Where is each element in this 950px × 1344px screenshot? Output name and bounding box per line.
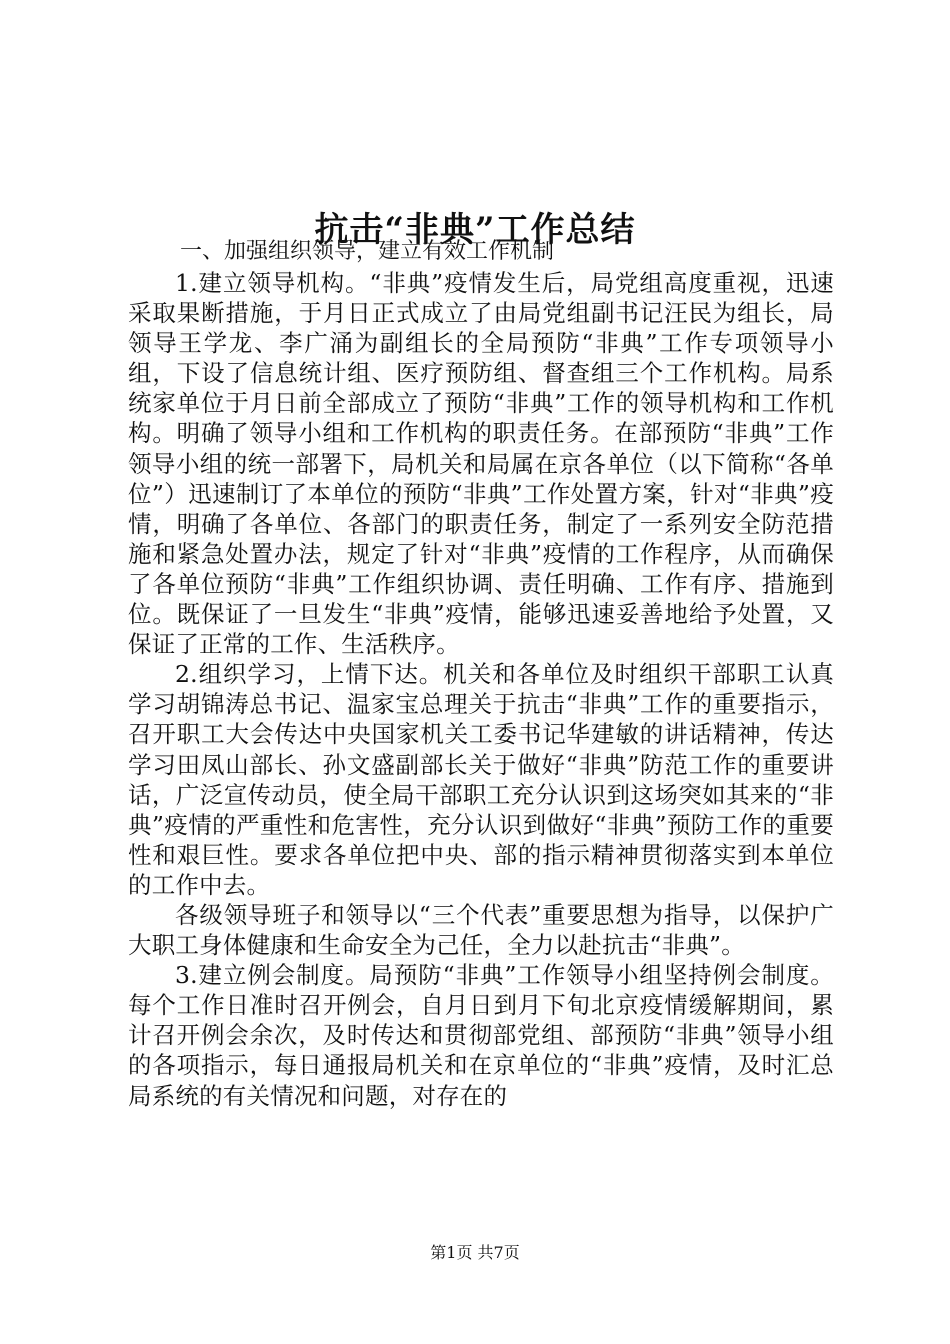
paragraph-3: 各级领导班子和领导以“三个代表”重要思想为指导，以保护广大职工身体健康和生命安全为己任，全力以赴抗击“非典”。 bbox=[128, 900, 834, 960]
page-title: 抗击“非典”工作总结 bbox=[314, 209, 636, 250]
paragraph-1: 1.建立领导机构。“非典”疫情发生后，局党组高度重视，迅速采取果断措施，于月日正式成立了由局党组副书记汪民为组长，局领导王学龙、李广涌为副组长的全局预防“非典”工作专项领导小组，下设了信息统计组、医疗预防组、督查组三个工作机构。局系统家单位于月日前全部成立了预防“非典”工作的领导机构和工作机构。明确了领导小组和工作机构的职责任务。在部预防“非典”工作领导小组的统一部署下，局机关和局属在京各单位（以下简称“各单位”）迅速制订了本单位的预防“非典”工作处置方案，针对“非典”疫情，明确了各单位、各部门的职责任务，制定了一系列安全防范措施和紧急处置办法，规定了针对“非典”疫情的工作程序，从而确保了各单位预防“非典”工作组织协调、责任明确、工作有序、措施到位。既保证了一旦发生“非典”疫情，能够迅速妥善地给予处置，又保证了正常的工作、生活秩序。 bbox=[128, 269, 834, 659]
paragraph-2: 2.组织学习，上情下达。机关和各单位及时组织干部职工认真学习胡锦涛总书记、温家宝总理关于抗击“非典”工作的重要指示，召开职工大会传达中央国家机关工委书记华建敏的讲话精神，传达学习田凤山部长、孙文盛副部长关于做好“非典”防范工作的重要讲话，广泛宣传动员，使全局干部职工充分认识到这场突如其来的“非典”疫情的严重性和危害性，充分认识到做好“非典”预防工作的重要性和艰巨性。要求各单位把中央、部的指示精神贯彻落实到本单位的工作中去。 bbox=[128, 660, 834, 899]
section-heading: 一、加强组织领导，建立有效工作机制 bbox=[180, 239, 555, 264]
paragraph-4: 3.建立例会制度。局预防“非典”工作领导小组坚持例会制度。每个工作日准时召开例会，自月日到月下旬北京疫情缓解期间，累计召开例会余次，及时传达和贯彻部党组、部预防“非典”领导小组的各项指示，每日通报局机关和在京单位的“非典”疫情，及时汇总局系统的有关情况和问题，对存在的 bbox=[128, 961, 834, 1110]
page-number-footer: 第1页 共7页 bbox=[430, 1243, 520, 1262]
document-body bbox=[128, 268, 834, 1111]
